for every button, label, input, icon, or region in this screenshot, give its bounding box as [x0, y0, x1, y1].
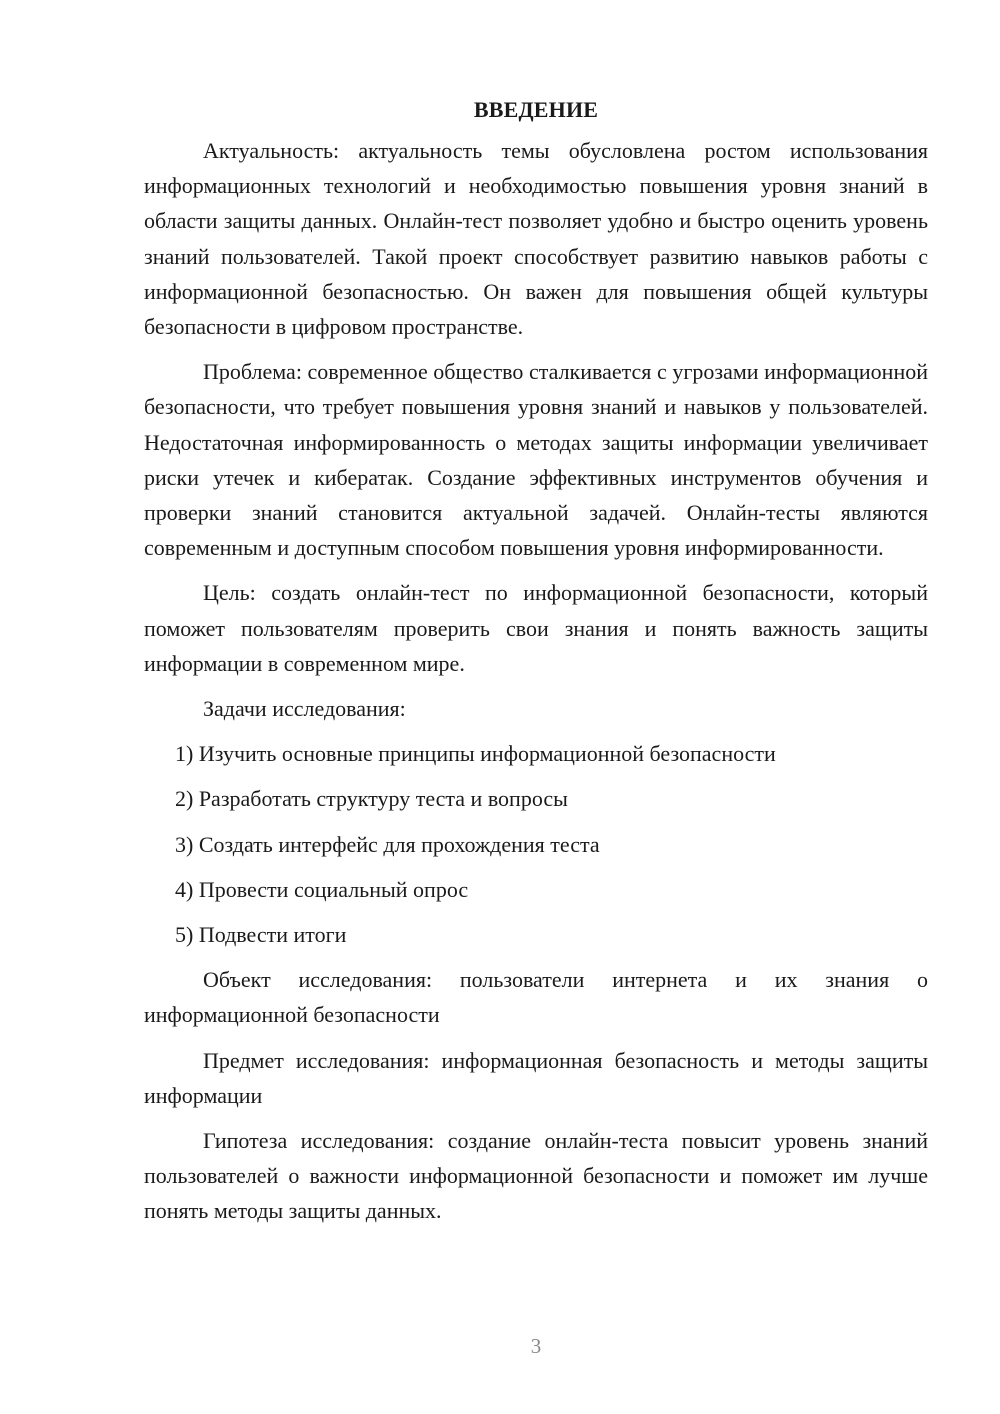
task-item: 5) Подвести итоги: [175, 922, 347, 948]
tasks-heading: Задачи исследования:: [203, 696, 406, 722]
task-item: 4) Провести социальный опрос: [175, 876, 469, 902]
problem-paragraph: Проблема: современное общество сталкивается с угрозами информационной безопасности, что требует повышения уровня знаний и навыков у пользователей. Недостаточная информированность о методах защиты информации увеличивает риски утечек и кибератак. Создание эффективных инструментов обучения и проверки знаний становится актуальной задачей. Онлайн-тесты являются современным и доступным способом повышения уровня информированности.: [144, 359, 928, 561]
subject-paragraph: Предмет исследования: информационная безопасность и методы защиты информации: [144, 1047, 928, 1108]
task-item: 1) Изучить основные принципы информационной безопасности: [175, 741, 776, 767]
goal-paragraph: Цель: создать онлайн-тест по информационной безопасности, который поможет пользователям проверить свои знания и понять важность защиты информации в современном мире.: [144, 580, 928, 676]
section-title: ВВЕДЕНИЕ: [473, 97, 599, 122]
task-item: 2) Разработать структуру теста и вопросы: [175, 786, 568, 812]
tasks-list: [144, 736, 928, 952]
page-content: [144, 92, 928, 1239]
object-paragraph: Объект исследования: пользователи интернета и их знания о информационной безопасности: [144, 967, 928, 1028]
page-number: 3: [530, 1334, 542, 1358]
hypothesis-paragraph: Гипотеза исследования: создание онлайн-теста повысит уровень знаний пользователей о важности информационной безопасности и поможет им лучше понять методы защиты данных.: [144, 1128, 928, 1224]
task-item: 3) Создать интерфейс для прохождения теста: [175, 831, 600, 857]
relevance-paragraph: Актуальность: актуальность темы обусловлена ростом использования информационных технологий и необходимостью повышения уровня знаний в области защиты данных. Онлайн-тест позволяет удобно и быстро оценить уровень знаний пользователей. Такой проект способствует развитию навыков работы с информационной безопасностью. Он важен для повышения общей культуры безопасности в цифровом пространстве.: [144, 138, 928, 340]
